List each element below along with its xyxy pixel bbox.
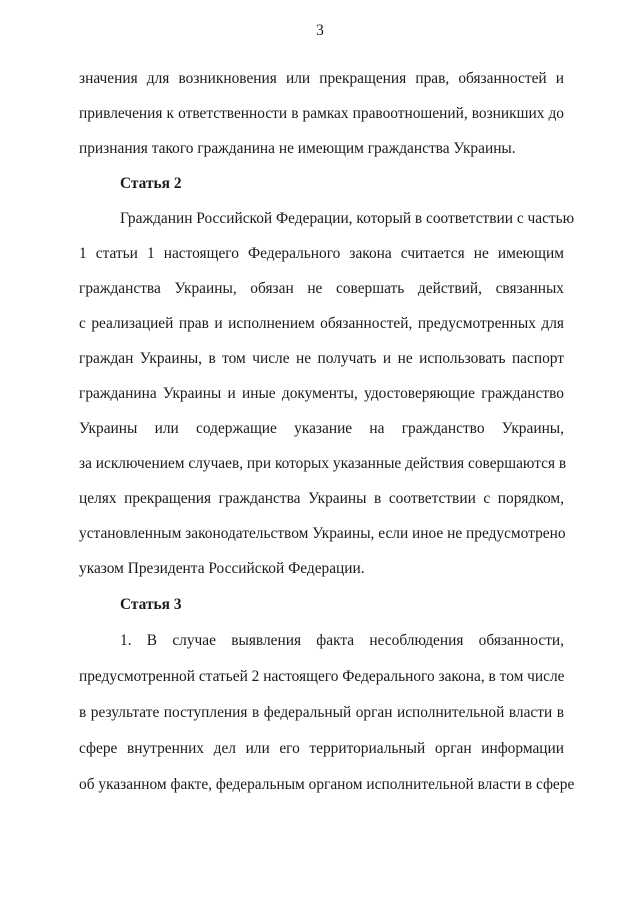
article-2-line: Гражданин Российской Федерации, который в соответствии с частью [120, 210, 575, 227]
intro-line: привлечения к ответственности в рамках правоотношений, возникших до [79, 105, 564, 122]
article-3-line: об указанном факте, федеральным органом исполнительной власти в сфере [79, 776, 575, 793]
article-2-line: установленным законодательством Украины, если иное не предусмотрено [79, 525, 566, 542]
article-2-line: 1 статьи 1 настоящего Федерального закона считается не имеющим [79, 245, 564, 262]
article-2-line: за исключением случаев, при которых указанные действия совершаются в [79, 455, 567, 472]
article-2-line: граждан Украины, в том числе не получать и не использовать паспорт [79, 350, 564, 367]
article-3-heading: Статья 3 [120, 596, 182, 613]
article-2-line: целях прекращения гражданства Украины в соответствии с порядком, [79, 490, 564, 507]
article-2-line: с реализацией прав и исполнением обязанностей, предусмотренных для [79, 315, 564, 332]
article-2-heading: Статья 2 [120, 175, 182, 192]
article-3-line: сфере внутренних дел или его территориальный орган информации [79, 740, 564, 757]
article-3-line: в результате поступления в федеральный орган исполнительной власти в [79, 704, 564, 721]
article-3-line: предусмотренной статьей 2 настоящего Федерального закона, в том числе [79, 668, 565, 685]
article-3-line: 1. В случае выявления факта несоблюдения обязанности, [120, 632, 564, 649]
article-2-line: указом Президента Российской Федерации. [79, 560, 365, 577]
article-2-line: гражданства Украины, обязан не совершать действий, связанных [79, 280, 564, 297]
article-2-line: Украины или содержащие указание на гражданство Украины, [79, 420, 564, 437]
page-number: 3 [316, 22, 324, 39]
intro-line: признания такого гражданина не имеющим гражданства Украины. [79, 140, 516, 157]
intro-line: значения для возникновения или прекращения прав, обязанностей и [79, 70, 564, 87]
article-2-line: гражданина Украины и иные документы, удостоверяющие гражданство [79, 385, 564, 402]
